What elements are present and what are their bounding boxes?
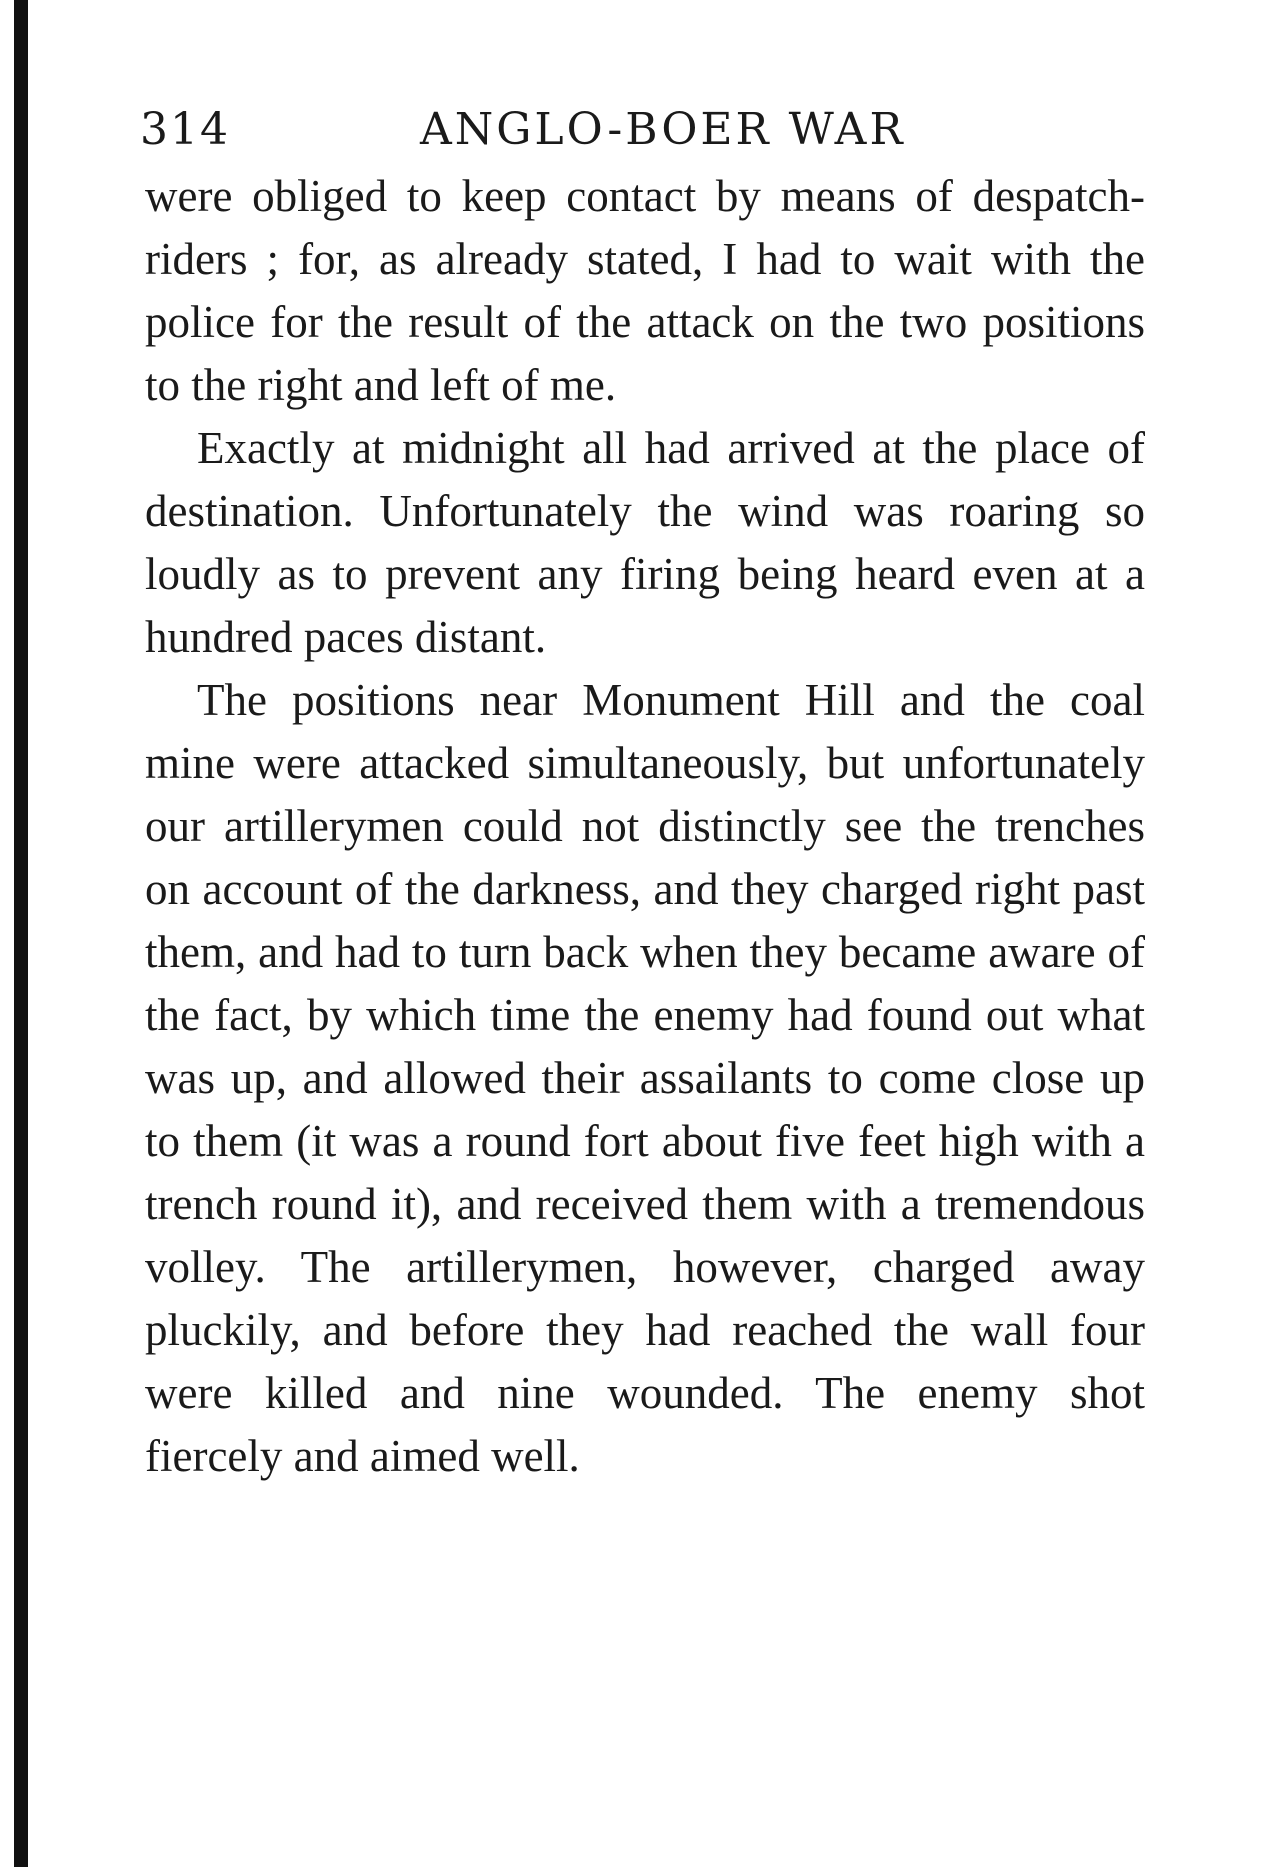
- page-binding-edge: [14, 0, 28, 1867]
- paragraph-attack: The positions near Monument Hill and the coal mine were attacked simultaneously, but unfortunately our artillerymen could not distinctly see the trenches on account of the darkness, and they charged right past them, and had to turn back when they became aware of the fact, by which time the enemy had found out what was up, and allowed their assailants to come close up to them (it was a round fort about five feet high with a trench round it), and received them with a tremendous volley. The artillerymen, however, charged away pluckily, and before they had reached the wall four were killed and nine wounded. The enemy shot fiercely and aimed well.: [145, 675, 1145, 1481]
- body-text: [145, 165, 1145, 1488]
- paragraph-midnight-arrival: Exactly at midnight all had arrived at the place of destination. Unfortunately the wind was roaring so loudly as to prevent any firing being heard even at a hundred paces distant.: [145, 423, 1145, 662]
- paragraph-continuation: were obliged to keep contact by means of despatch-riders ; for, as already stated, I had to wait with the police for the result of the attack on the two positions to the right and left of me.: [145, 171, 1145, 410]
- running-head: ANGLO-BOER WAR: [420, 104, 906, 155]
- page-header: [140, 100, 1170, 160]
- page-number: 314: [140, 104, 230, 155]
